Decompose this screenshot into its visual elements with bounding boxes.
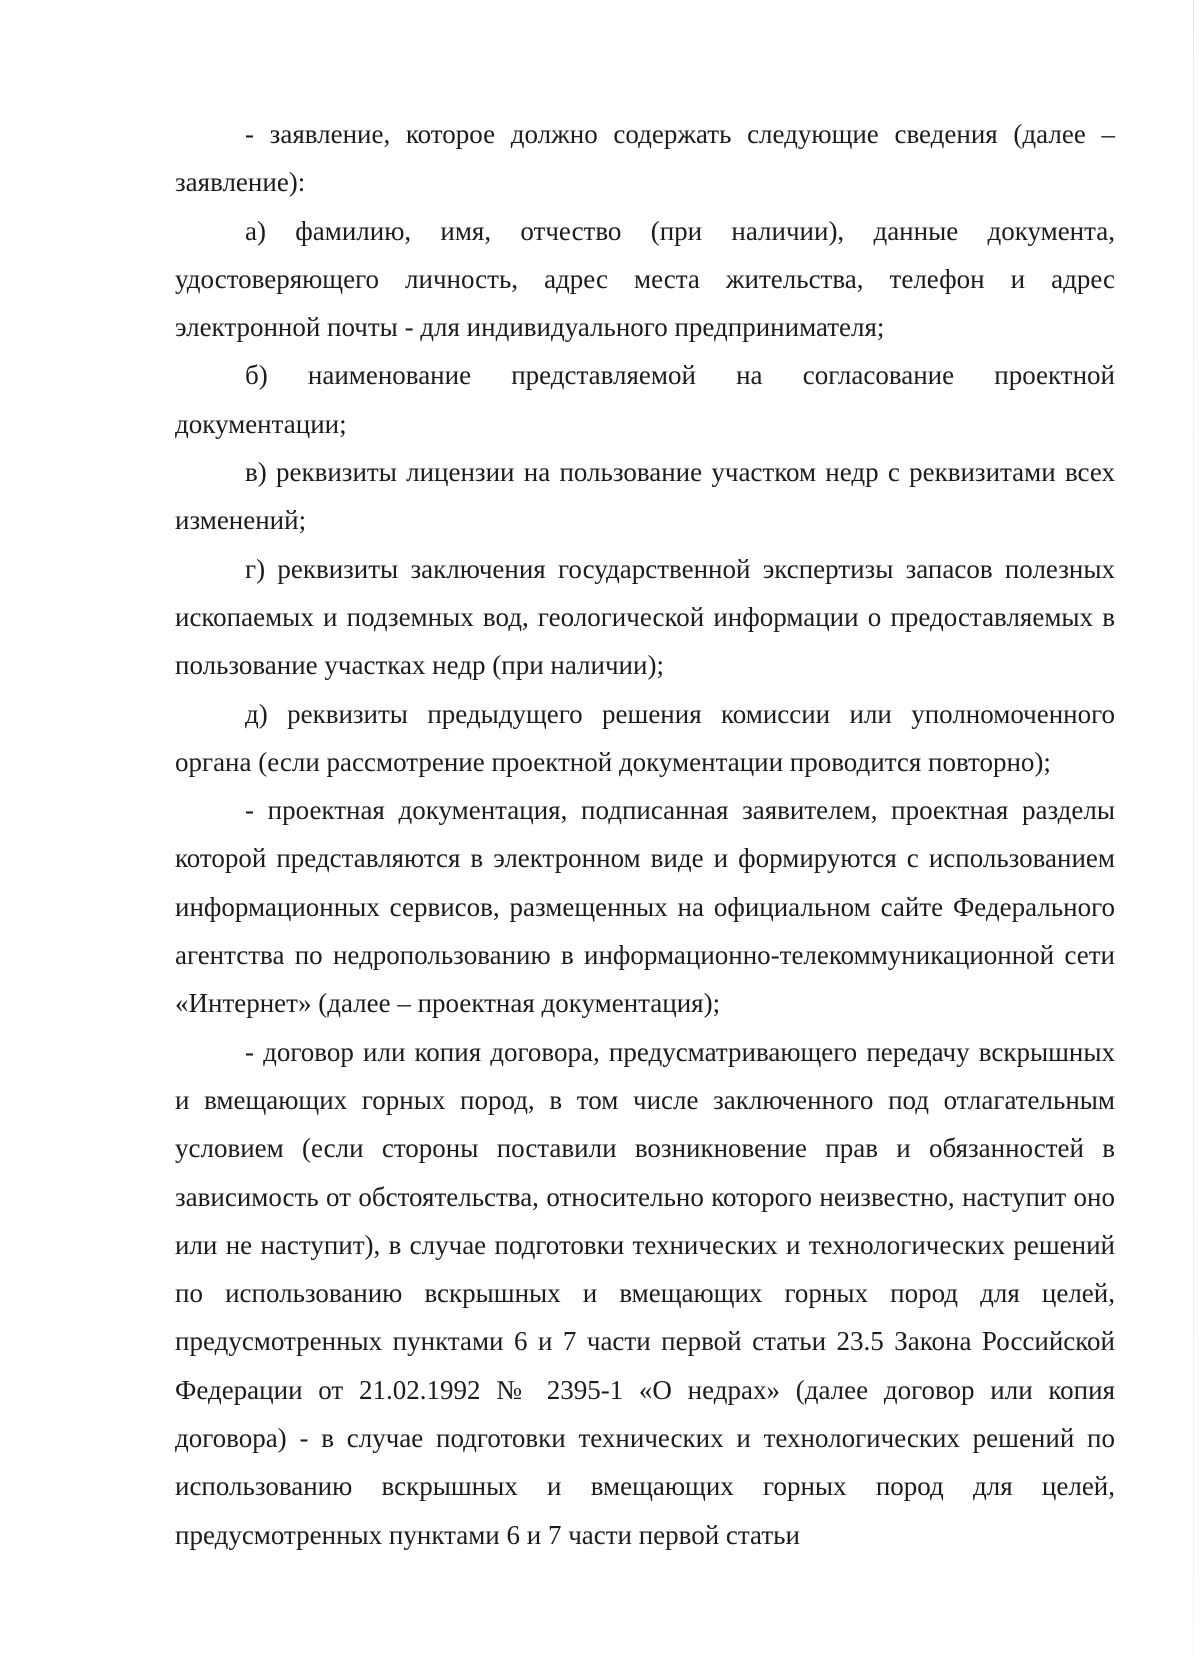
- paragraph-project-documentation: - проектная документация, подписанная заявителем, проектная разделы которой представляются в электронном виде и формируются с использованием информационных сервисов, размещенных на официальном сайте Федерального агентства по недропользованию в информационно-телекоммуникационной сети «Интернет» (далее – проектная документация);: [175, 795, 1115, 1019]
- paragraph-item-d: д) реквизиты предыдущего решения комиссии или уполномоченного органа (если рассмотрение проектной документации проводится повторно);: [175, 698, 1115, 777]
- scan-edge-shadow: [1193, 0, 1194, 1656]
- paragraph-item-g: г) реквизиты заключения государственной экспертизы запасов полезных ископаемых и подземных вод, геологической информации о предоставляемых в пользование участках недр (при наличии);: [175, 553, 1115, 681]
- document-body: [175, 110, 1115, 1559]
- paragraph-item-v: в) реквизиты лицензии на пользование участком недр с реквизитами всех изменений;: [175, 457, 1115, 536]
- paragraph-item-b: б) наименование представляемой на согласование проектной документации;: [175, 360, 1115, 439]
- paragraph-item-a: а) фамилию, имя, отчество (при наличии), данные документа, удостоверяющего личность, адрес места жительства, телефон и адрес электронной почты - для индивидуального предпринимателя;: [175, 215, 1115, 343]
- paragraph-application: - заявление, которое должно содержать следующие сведения (далее – заявление):: [175, 119, 1115, 198]
- paragraph-contract: - договор или копия договора, предусматривающего передачу вскрышных и вмещающих горных пород, в том числе заключенного под отлагательным условием (если стороны поставили возникновение прав и обязанностей в зависимость от обстоятельства, относительно которого неизвестно, наступит оно или не наступит), в случае подготовки технических и технологических решений по использованию вскрышных и вмещающих горных пород для целей, предусмотренных пунктами 6 и 7 части первой статьи 23.5 Закона Российской Федерации от 21.02.1992 № 2395-1 «О недрах» (далее договор или копия договора) - в случае подготовки технических и технологических решений по использованию вскрышных и вмещающих горных пород для целей, предусмотренных пунктами 6 и 7 части первой статьи: [175, 1036, 1115, 1550]
